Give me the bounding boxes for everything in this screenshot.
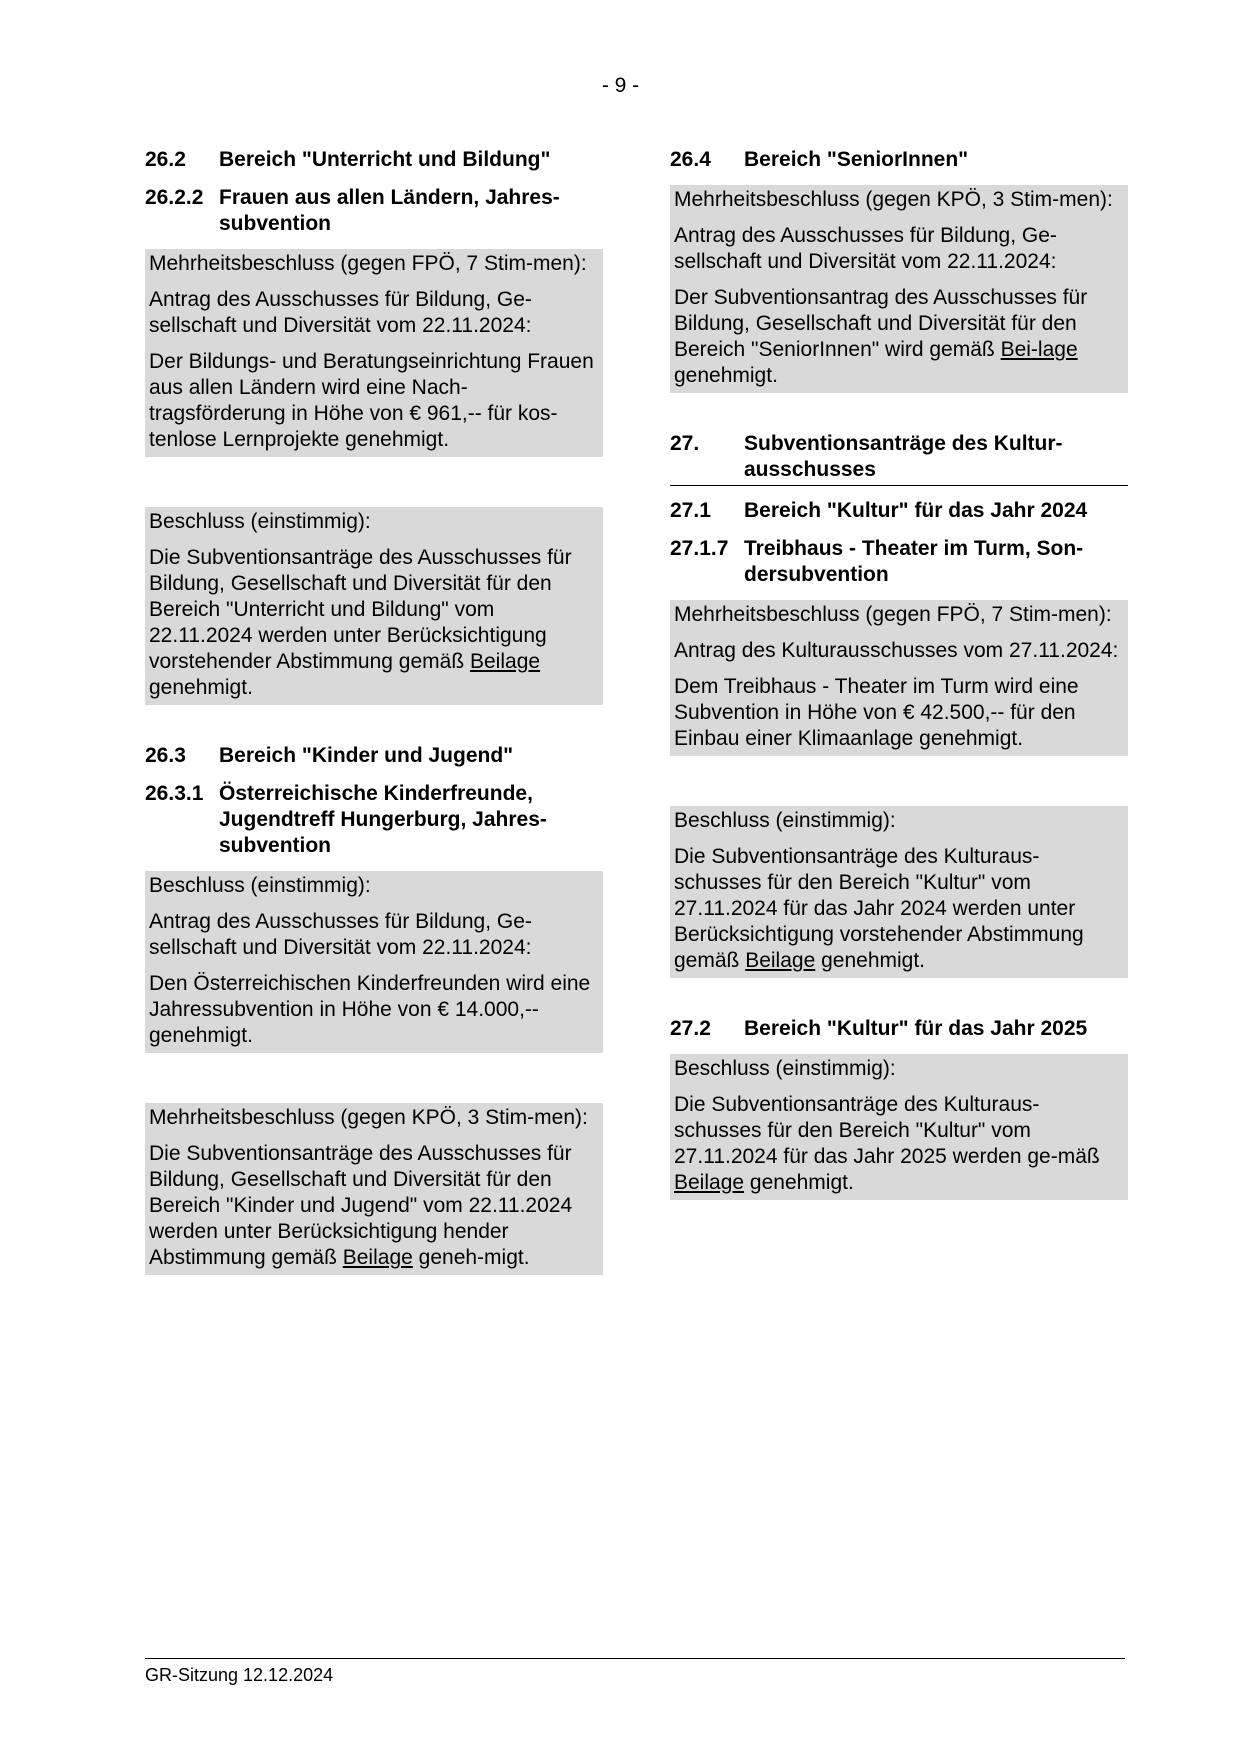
decision-text: Der Subventionsantrag des Ausschusses für Bildung, Gesellschaft und Diversität für den Bereich "SeniorInnen" wird gemäß Bei-lage genehmigt. bbox=[674, 286, 1088, 387]
decision-box bbox=[670, 600, 1128, 756]
decision-text: Der Bildungs- und Beratungseinrichtung Frauen aus allen Ländern wird eine Nach-tragsförderung in Höhe von € 961,-- für kos-tenlose Lernprojekte genehmigt. bbox=[149, 350, 594, 451]
vote-result: Mehrheitsbeschluss (gegen FPÖ, 7 Stim-men): bbox=[149, 252, 587, 275]
heading-26-2-2 bbox=[145, 185, 603, 237]
beilage-link[interactable]: Beilage bbox=[745, 949, 816, 972]
heading-title: Treibhaus - Theater im Turm, Son-dersubvention bbox=[744, 537, 1084, 586]
heading-title: Bereich "SeniorInnen" bbox=[744, 148, 969, 171]
motion-text: Antrag des Kulturausschusses vom 27.11.2024: bbox=[674, 639, 1119, 662]
decision-box bbox=[670, 185, 1128, 393]
heading-title: Bereich "Unterricht und Bildung" bbox=[219, 148, 551, 171]
heading-27 bbox=[670, 431, 1128, 486]
motion-text: Antrag des Ausschusses für Bildung, Ge-sellschaft und Diversität vom 22.11.2024: bbox=[149, 910, 532, 959]
vote-result: Beschluss (einstimmig): bbox=[674, 1057, 896, 1080]
decision-box bbox=[670, 1054, 1128, 1200]
vote-result: Mehrheitsbeschluss (gegen FPÖ, 7 Stim-men): bbox=[674, 603, 1112, 626]
heading-title: Frauen aus allen Ländern, Jahres-subvention bbox=[219, 186, 560, 235]
page-number: - 9 - bbox=[601, 74, 640, 97]
decision-text: Den Österreichischen Kinderfreunden wird eine Jahressubvention in Höhe von € 14.000,-- genehmigt. bbox=[149, 972, 591, 1047]
heading-27-1-7 bbox=[670, 536, 1128, 588]
heading-number: 26.3.1 bbox=[145, 782, 204, 805]
vote-result: Mehrheitsbeschluss (gegen KPÖ, 3 Stim-men): bbox=[674, 188, 1113, 211]
vote-result: Beschluss (einstimmig): bbox=[149, 874, 371, 897]
vote-result: Beschluss (einstimmig): bbox=[674, 809, 896, 832]
heading-26-3 bbox=[145, 743, 603, 769]
heading-number: 26.4 bbox=[670, 148, 711, 171]
heading-number: 26.2.2 bbox=[145, 186, 204, 209]
heading-title: Österreichische Kinderfreunde, Jugendtreff Hungerburg, Jahres-subvention bbox=[219, 782, 547, 857]
heading-number: 27.1 bbox=[670, 499, 711, 522]
heading-number: 27. bbox=[670, 432, 700, 455]
heading-title: Bereich "Kultur" für das Jahr 2024 bbox=[744, 499, 1088, 522]
beilage-link[interactable]: Beilage bbox=[674, 1171, 745, 1194]
vote-result: Mehrheitsbeschluss (gegen KPÖ, 3 Stim-men): bbox=[149, 1106, 588, 1129]
decision-box bbox=[670, 806, 1128, 978]
decision-text: Die Subventionsanträge des Ausschusses für Bildung, Gesellschaft und Diversität für den Bereich "Unterricht und Bildung" vom 22.11.2024 werden unter Berücksichtigung vorstehender Abstimmung gemäß Beilage genehmigt. bbox=[149, 546, 572, 699]
motion-text: Antrag des Ausschusses für Bildung, Ge-sellschaft und Diversität vom 22.11.2024: bbox=[674, 224, 1057, 273]
vote-result: Beschluss (einstimmig): bbox=[149, 510, 371, 533]
heading-26-3-1 bbox=[145, 781, 603, 859]
decision-text: Die Subventionsanträge des Kulturaus-schusses für den Bereich "Kultur" vom 27.11.2024 für das Jahr 2025 werden ge-mäß Beilage genehmigt. bbox=[674, 1093, 1100, 1194]
heading-number: 27.1.7 bbox=[670, 537, 729, 560]
beilage-link[interactable]: Beilage bbox=[470, 650, 541, 673]
decision-text: Dem Treibhaus - Theater im Turm wird eine Subvention in Höhe von € 42.500,-- für den Einbau einer Klimaanlage genehmigt. bbox=[674, 675, 1079, 750]
beilage-link[interactable]: Bei-lage bbox=[1000, 338, 1078, 361]
decision-box bbox=[145, 871, 603, 1053]
heading-26-2 bbox=[145, 147, 603, 173]
heading-title: Bereich "Kultur" für das Jahr 2025 bbox=[744, 1017, 1088, 1040]
beilage-link[interactable]: Beilage bbox=[342, 1246, 413, 1269]
heading-number: 26.3 bbox=[145, 744, 186, 767]
right-column bbox=[670, 147, 1128, 1208]
heading-title: Subventionsanträge des Kultur-ausschusses bbox=[744, 432, 1063, 481]
heading-number: 26.2 bbox=[145, 148, 186, 171]
heading-26-4 bbox=[670, 147, 1128, 173]
decision-box bbox=[145, 507, 603, 705]
heading-title: Bereich "Kinder und Jugend" bbox=[219, 744, 514, 767]
page-footer: GR-Sitzung 12.12.2024 bbox=[145, 1658, 1125, 1686]
heading-27-1 bbox=[670, 498, 1128, 524]
motion-text: Antrag des Ausschusses für Bildung, Ge-sellschaft und Diversität vom 22.11.2024: bbox=[149, 288, 532, 337]
decision-box bbox=[145, 249, 603, 457]
left-column bbox=[145, 147, 603, 1283]
decision-text: Die Subventionsanträge des Kulturaus-schusses für den Bereich "Kultur" vom 27.11.2024 für das Jahr 2024 werden unter Berücksichtigung vorstehender Abstimmung gemäß Beilage genehmigt. bbox=[674, 845, 1084, 972]
decision-box bbox=[145, 1103, 603, 1275]
decision-text: Die Subventionsanträge des Ausschusses für Bildung, Gesellschaft und Diversität für den Bereich "Kinder und Jugend" vom 22.11.2024 werden unter Berücksichtigung hender Abstimmung gemäß Beilage geneh-migt. bbox=[149, 1142, 573, 1269]
heading-number: 27.2 bbox=[670, 1017, 711, 1040]
heading-27-2 bbox=[670, 1016, 1128, 1042]
